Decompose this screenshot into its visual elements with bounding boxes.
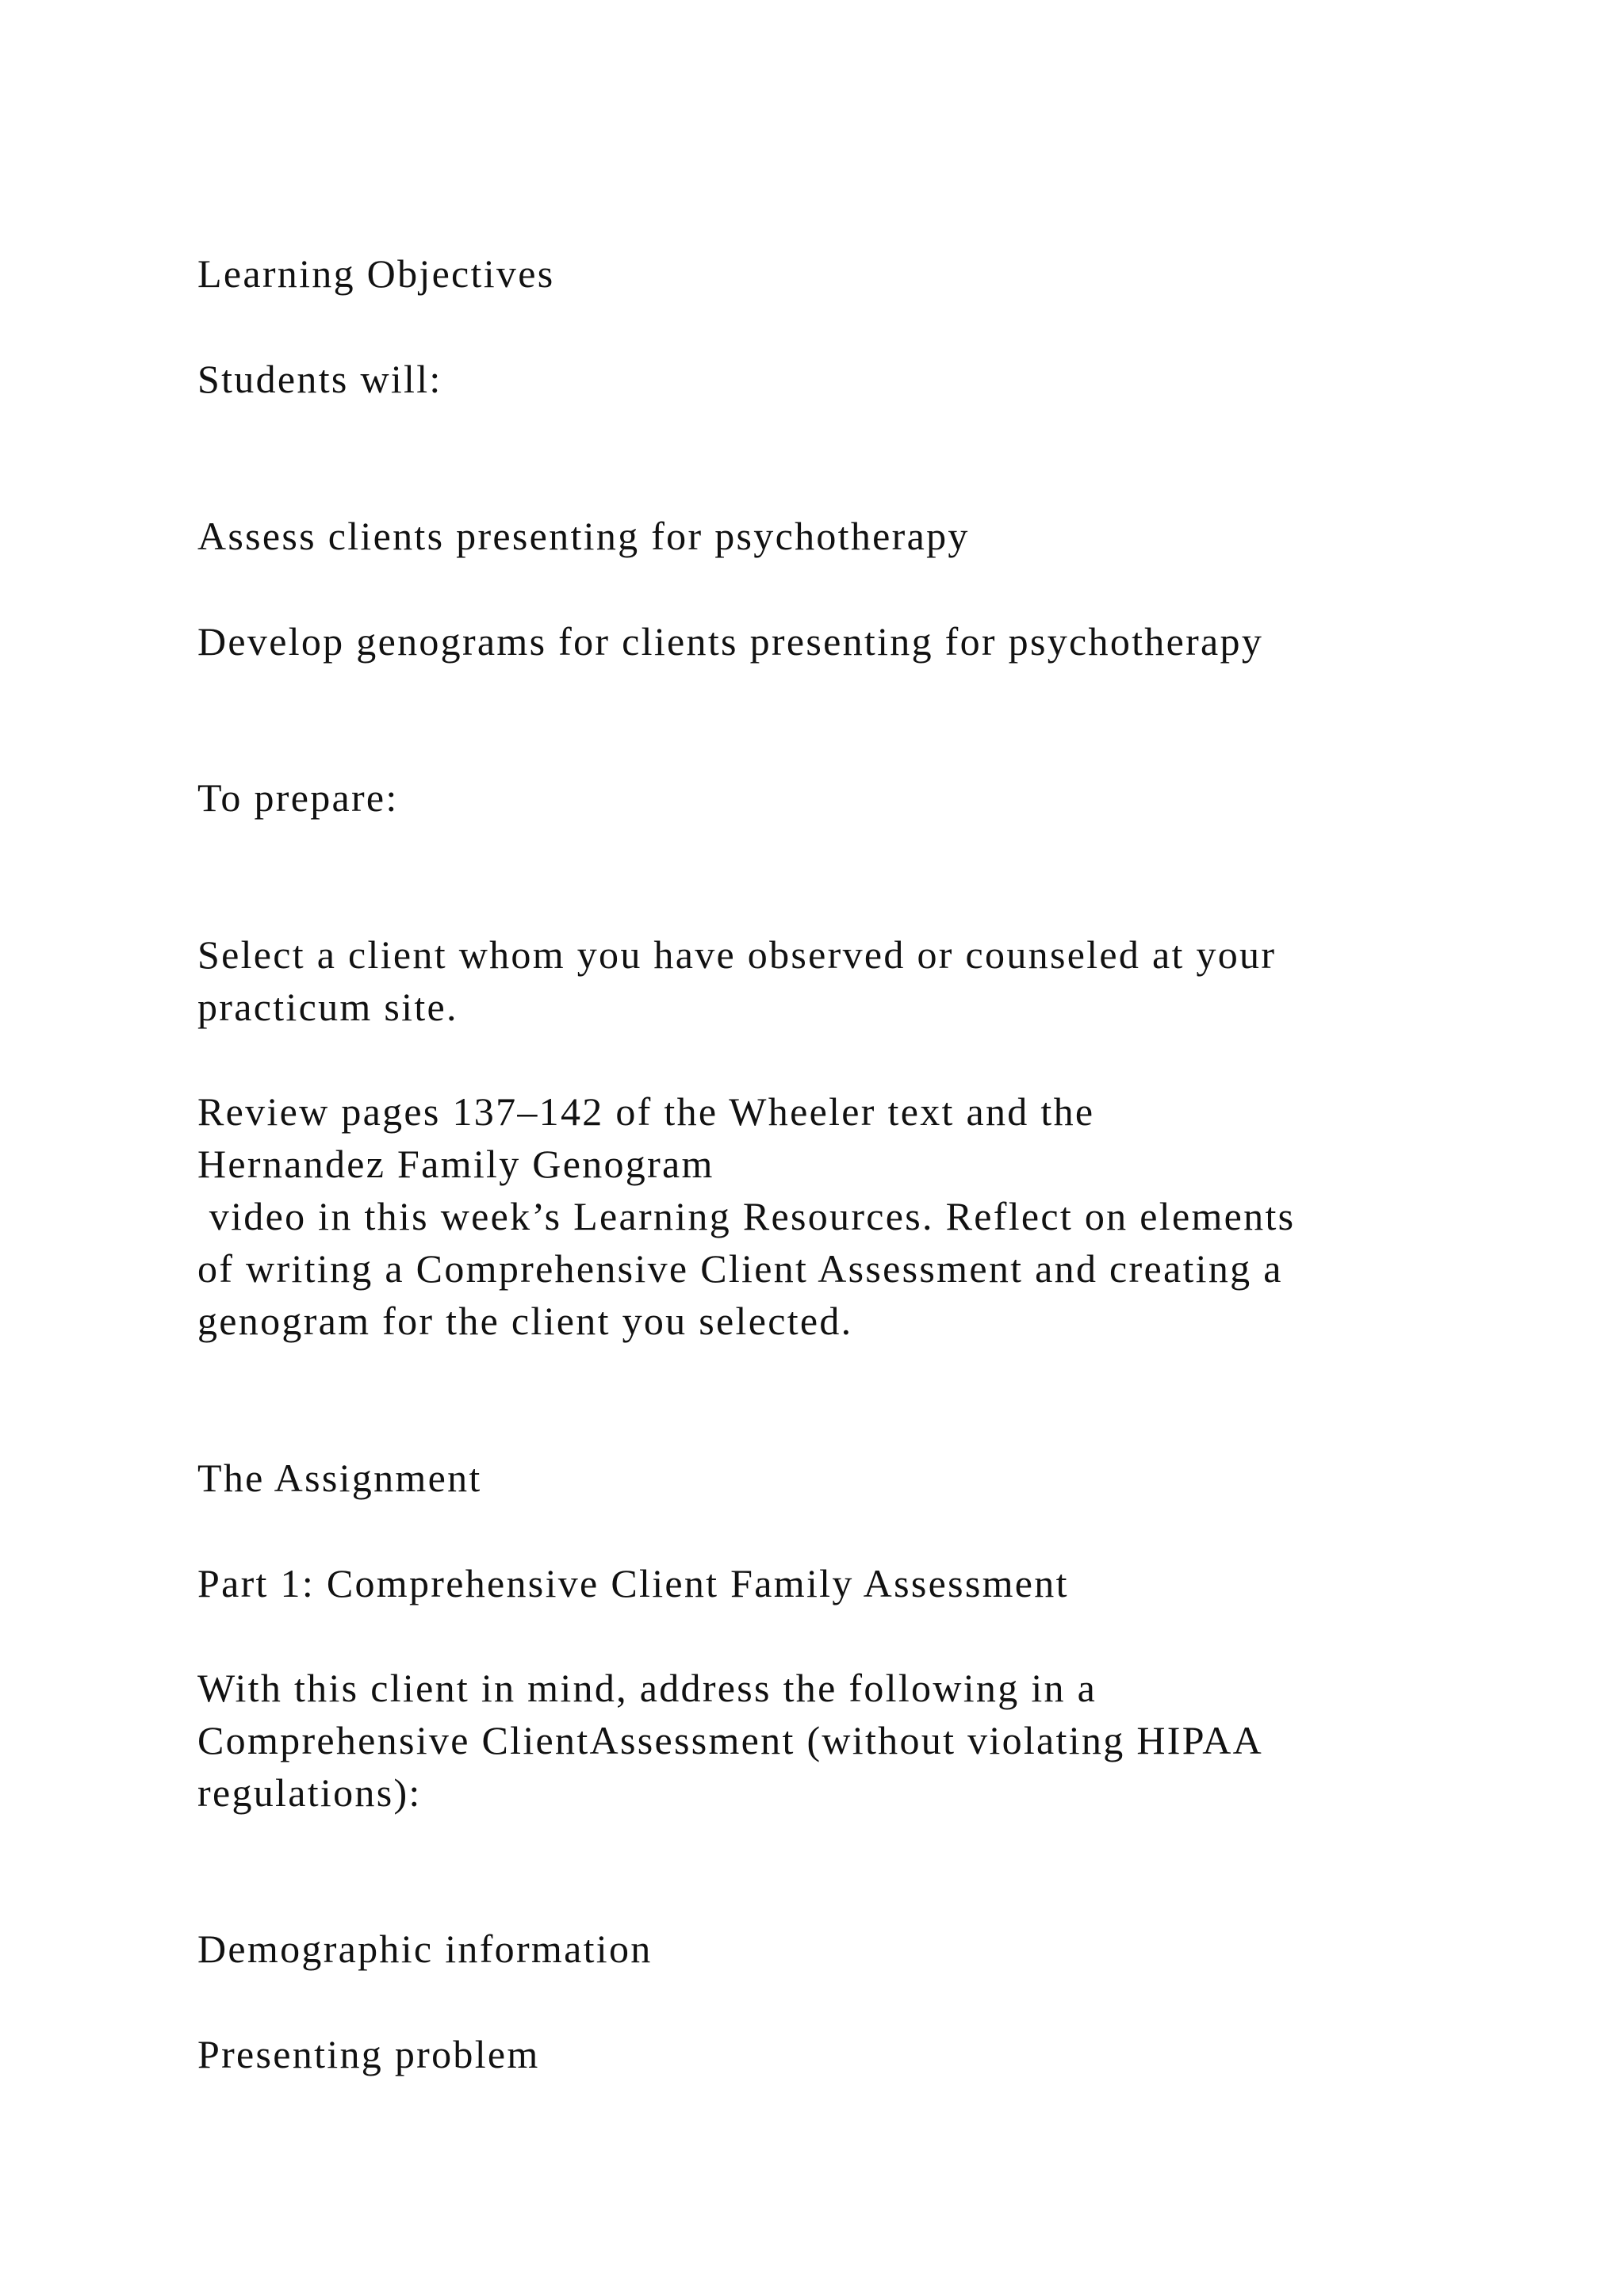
prepare-item-line: of writing a Comprehensive Client Assessment and creating a	[197, 1246, 1283, 1291]
prepare-item-line: Hernandez Family Genogram	[197, 1142, 714, 1186]
prepare-item-line: Review pages 137–142 of the Wheeler text and the	[197, 1089, 1095, 1134]
students-will-text: Students will:	[197, 357, 442, 401]
prepare-item-line: video in this week’s Learning Resources. Reflect on elements	[197, 1194, 1296, 1238]
part1-intro-line: With this client in mind, address the following in a	[197, 1666, 1097, 1710]
part1-intro-line: Comprehensive ClientAssessment (without violating HIPAA	[197, 1718, 1264, 1762]
assignment-heading: The Assignment	[197, 1456, 482, 1500]
learning-objectives-heading: Learning Objectives	[197, 251, 555, 296]
objective-item: Develop genograms for clients presenting for psychotherapy	[197, 619, 1264, 664]
prepare-item-line: practicum site.	[197, 985, 458, 1029]
assessment-item: Presenting problem	[197, 2032, 540, 2076]
part1-title: Part 1: Comprehensive Client Family Assessment	[197, 1561, 1069, 1605]
prepare-item-line: genogram for the client you selected.	[197, 1299, 853, 1343]
assessment-item: Demographic information	[197, 1927, 653, 1971]
part1-intro-line: regulations):	[197, 1770, 422, 1815]
to-prepare-heading: To prepare:	[197, 775, 399, 820]
prepare-item-line: Select a client whom you have observed or counseled at your	[197, 932, 1277, 977]
objective-item: Assess clients presenting for psychotherapy	[197, 514, 970, 558]
